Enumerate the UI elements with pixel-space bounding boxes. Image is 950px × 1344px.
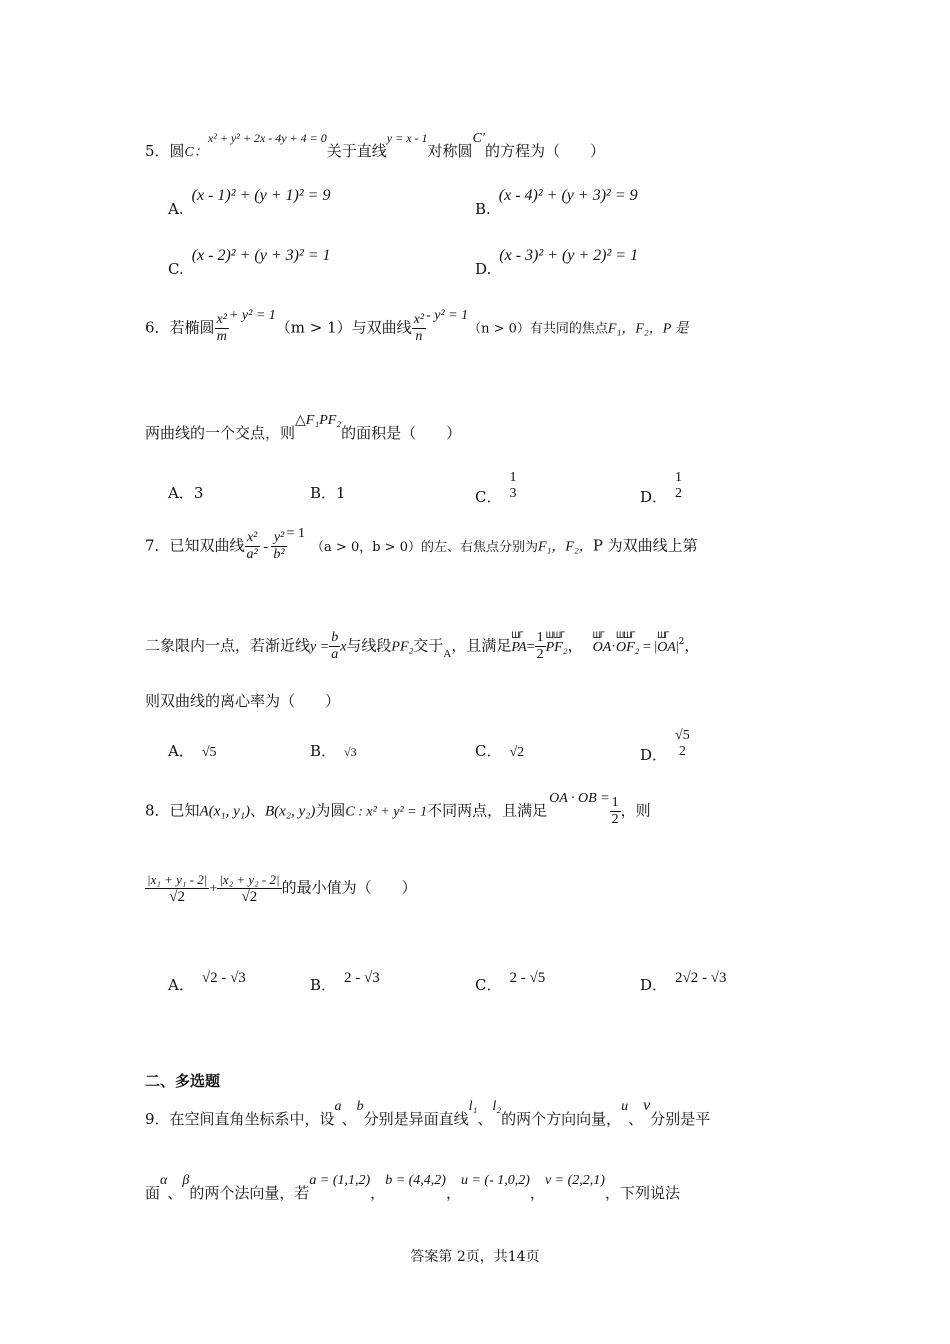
option-text: √2 <box>509 745 525 760</box>
q7-vec-pa <box>511 629 527 656</box>
frac-num: b <box>331 630 339 645</box>
q9-line1 <box>145 1097 711 1129</box>
q7-segment: PF₂ <box>391 639 414 655</box>
q7-option-b <box>310 740 357 761</box>
q9-value-a: a = (1,1,2) <box>309 1173 371 1188</box>
q9-beta: β <box>182 1173 190 1188</box>
q6-label: 6．若椭圆 <box>145 318 215 337</box>
q8-tail: ，则 <box>620 801 651 820</box>
q9-value-u: u = (- 1,0,2) <box>460 1173 530 1188</box>
option-key: C． <box>475 976 502 994</box>
q7-vec-of2 <box>615 629 640 656</box>
q6-option-b <box>310 482 346 503</box>
q7-line2b: 与线段 <box>346 636 392 655</box>
q7-line2d: ，且满足 <box>451 636 512 655</box>
q7-line2a: 二象限内一点，若渐近线 <box>145 636 311 655</box>
option-text: √2 - √3 <box>201 970 246 986</box>
frac-den: 2 <box>611 812 619 827</box>
q9-sep: 、 <box>341 1110 357 1128</box>
q5-line <box>145 131 605 161</box>
frac-num: √5 <box>675 728 690 743</box>
option-text: (x - 4)² + (y + 3)² = 9 <box>498 187 638 204</box>
q5-tail: 的方程为（ ） <box>484 142 605 160</box>
q6-hyper-rest: - y² = 1 <box>426 307 469 323</box>
q7-asym-post: x <box>340 639 347 655</box>
q7-label: 7．已知双曲线 <box>145 536 245 555</box>
q9-mid2: 的两个方向向量， <box>501 1110 622 1128</box>
q9-comma: ， <box>445 1184 461 1202</box>
vector-arrow-icon: ШШГ <box>615 629 635 640</box>
option-text: 2 - √3 <box>344 970 380 986</box>
vec-text: OA <box>657 639 676 655</box>
q9-line2 <box>145 1173 680 1203</box>
option-text: 2√2 - √3 <box>675 970 727 986</box>
vector-arrow-icon: ШШГ <box>545 629 564 640</box>
q6-line1 <box>145 307 689 345</box>
q8-circle: C : x² + y² = 1 <box>345 804 428 820</box>
frac-num: |x₂ + y₂ - 2| <box>219 872 280 887</box>
q9-alpha: α <box>160 1173 168 1188</box>
option-key: A． <box>168 742 194 760</box>
vector-arrow-icon: ШГ <box>657 629 669 640</box>
q7-option-a <box>168 740 217 761</box>
q9-line2b: 的两个法向量，若 <box>189 1184 310 1202</box>
option-key: C． <box>475 742 502 760</box>
option-text: 2 - √5 <box>509 970 546 986</box>
frac-num: 1 <box>611 795 619 810</box>
q8-line2 <box>145 872 417 905</box>
q6-cond2: （n > 0）有共同的焦点 <box>468 321 608 337</box>
q6-line2a: 两曲线的一个交点，则 <box>145 424 296 442</box>
q9-line2a: 面 <box>145 1184 161 1202</box>
option-key: C. <box>168 260 184 278</box>
q6-foci: F₁，F₂，P 是 <box>607 321 689 337</box>
q5-label: 5．圆 <box>145 142 185 160</box>
option-key: C． <box>475 488 502 506</box>
q5-line-eq: y = x - 1 <box>386 131 428 145</box>
q5-circle2: C′ <box>472 131 485 146</box>
q9-sep: 、 <box>628 1110 644 1128</box>
q7-option-d <box>640 728 692 764</box>
q9-comma: ， <box>370 1184 386 1202</box>
q9-sep: 、 <box>167 1184 183 1202</box>
q9-sep: 、 <box>477 1110 493 1128</box>
q9-vec-u: u <box>621 1099 629 1114</box>
q6-line2 <box>145 413 462 443</box>
q6-option-a <box>168 482 203 503</box>
q8-line2-text: 的最小值为（ ） <box>281 878 417 897</box>
q9-tail2: ，下列说法 <box>604 1184 680 1202</box>
q8-mid2: 不同两点，且满足 <box>427 801 548 820</box>
q5-option-a <box>168 187 331 219</box>
option-frac <box>673 728 692 760</box>
frac-den: √2 <box>241 889 258 905</box>
q9-vec-v: v <box>643 1097 651 1114</box>
frac-den: b² <box>273 547 285 562</box>
frac-num: 1 <box>509 470 517 485</box>
q5-equation: x² + y² + 2x - 4y + 4 = 0 <box>207 131 327 145</box>
q9-tail1: 分别是平 <box>650 1110 711 1128</box>
q7-option-c <box>475 740 524 761</box>
vec-text: OA <box>592 639 612 655</box>
q7-line3: 则双曲线的离心率为（ ） <box>145 692 341 710</box>
option-text: (x - 1)² + (y + 1)² = 9 <box>191 187 331 204</box>
q6-triangle: △F₁PF₂ <box>295 413 342 428</box>
q9-comma: ， <box>529 1184 545 1202</box>
q7-eq-rest: = 1 <box>286 525 306 541</box>
q7-half <box>535 630 546 663</box>
q7-foci: F₁，F₂， <box>537 539 593 555</box>
q7-asym-frac <box>329 630 340 663</box>
q5-option-b <box>475 187 638 219</box>
frac-num: 1 <box>675 470 683 485</box>
q5-option-d <box>475 247 639 279</box>
q7-line2: 二象限内一点，若渐近线y = $\frac{b}{a}$ x与线段PF₂交于$_A$，且满足 ШГ PA= $\frac{1}{2}$ ШШГ PF₂， ШГ OA· ШШГ OF₂ = | ШГ $OA|^2$， <box>145 629 700 662</box>
frac-num: x² <box>216 312 227 327</box>
q8-line1 <box>145 790 651 828</box>
option-key: B． <box>310 484 337 502</box>
frac-num: x² <box>413 312 425 327</box>
frac-den: a² <box>246 547 258 562</box>
q7-line3 <box>145 690 340 711</box>
option-key: D． <box>640 488 668 506</box>
q7-line1: 7．已知双曲线 $\frac{\text{x²}}{\text{a²}}$ - $\frac{\text{y²}}{\text{b²}}$ = 1（a > 0，b > 0）的左、右焦点分别为F₁，F₂，P 为双曲线上第 <box>145 525 698 562</box>
q8-expr2 <box>217 872 281 905</box>
q9-vec-a: a <box>334 1099 342 1114</box>
q7-cond: （a > 0，b > 0）的左、右焦点分别为 <box>311 539 538 555</box>
q8-option-c <box>475 966 546 994</box>
q6-line2b: 的面积是（ ） <box>341 424 462 442</box>
vec-text: PA <box>511 639 527 655</box>
q8-plus: + <box>209 881 218 897</box>
frac-num: x² <box>245 530 260 547</box>
vec-text: PF₂ <box>545 639 568 655</box>
frac-den: 2 <box>678 744 686 759</box>
q5-option-c <box>168 247 331 279</box>
q6-ellipse-frac <box>215 312 229 345</box>
option-key: B. <box>475 200 491 218</box>
q7-abs-oa <box>657 629 676 656</box>
frac-den: n <box>415 329 423 344</box>
option-frac <box>507 470 518 502</box>
vector-arrow-icon: ШГ <box>511 629 523 640</box>
option-key: B． <box>310 976 337 994</box>
frac-den: a <box>331 647 339 662</box>
option-key: A． <box>168 976 194 994</box>
q8-mid: 为圆 <box>315 801 346 820</box>
option-text: √5 <box>201 745 217 760</box>
q7-vec-pf2 <box>545 629 568 656</box>
q8-expr1 <box>145 872 209 905</box>
q7-vec-oa <box>592 629 612 656</box>
q8-option-d <box>640 966 727 994</box>
option-key: A. <box>168 200 184 218</box>
q5-mid2: 对称圆 <box>427 142 473 160</box>
q7-point-a: A <box>443 647 452 660</box>
frac-num: 1 <box>536 630 544 645</box>
frac-den: m <box>216 329 227 344</box>
frac-den: 3 <box>509 486 517 501</box>
vector-arrow-icon: ШГ <box>592 629 604 640</box>
option-text: √3 <box>344 745 357 759</box>
q9-value-v: v = (2,2,1) <box>544 1173 605 1188</box>
option-text: 1 <box>336 484 346 502</box>
q8-sep: 、 <box>249 801 265 820</box>
q8-half <box>610 795 621 828</box>
section-title: 二、多选题 <box>145 1072 221 1090</box>
q7-frac1 <box>245 530 260 563</box>
frac-den: 2 <box>675 486 683 501</box>
q8-option-b <box>310 966 380 994</box>
option-text: (x - 3)² + (y + 2)² = 1 <box>499 247 639 264</box>
q9-vec-b: b <box>356 1099 364 1114</box>
q9-l2: l₂ <box>492 1099 502 1114</box>
option-key: D． <box>640 976 668 994</box>
q9-label: 9．在空间直角坐标系中，设 <box>145 1110 335 1128</box>
q9-l1: l₁ <box>468 1099 478 1114</box>
frac-den: √2 <box>169 889 186 905</box>
frac-den: 2 <box>536 647 544 662</box>
q9-mid1: 分别是异面直线 <box>363 1110 469 1128</box>
q8-point-a: A(x₁, y₁) <box>199 803 250 820</box>
option-key: D． <box>640 746 668 764</box>
option-key: A． <box>168 484 194 502</box>
q7-frac2 <box>271 530 286 563</box>
option-frac <box>673 470 684 502</box>
q6-cond1: （m > 1）与双曲线 <box>275 318 412 337</box>
option-text: 3 <box>193 484 204 502</box>
frac-num: |x₁ + y₁ - 2| <box>147 872 208 887</box>
q7-tail1: P 为双曲线上第 <box>592 536 698 555</box>
page-footer: 答案第 2页，共14页 <box>410 1249 540 1265</box>
q7-asym-pre: y = <box>310 639 330 655</box>
q9-value-b: b = (4,4,2) <box>385 1173 446 1188</box>
q7-line2c: 交于 <box>413 636 444 655</box>
q8-option-a <box>168 966 246 994</box>
option-key: D. <box>475 260 492 278</box>
q6-option-d <box>640 470 684 506</box>
q5-mid1: 关于直线 <box>326 142 387 160</box>
option-text: (x - 2)² + (y + 3)² = 1 <box>191 247 331 264</box>
q8-point-b: B(x₂, y₂) <box>264 803 316 820</box>
frac-num: y² <box>271 530 286 547</box>
q6-ellipse-rest: + y² = 1 <box>228 307 276 323</box>
q5-circle: C： <box>184 145 208 160</box>
q6-hyper-frac <box>412 312 426 345</box>
q8-dot-product: OA · OB = <box>549 790 610 806</box>
q8-label: 8．已知 <box>145 801 200 820</box>
vec-text: OF₂ <box>615 639 640 655</box>
option-key: B． <box>310 742 337 760</box>
q6-option-c <box>475 470 518 506</box>
